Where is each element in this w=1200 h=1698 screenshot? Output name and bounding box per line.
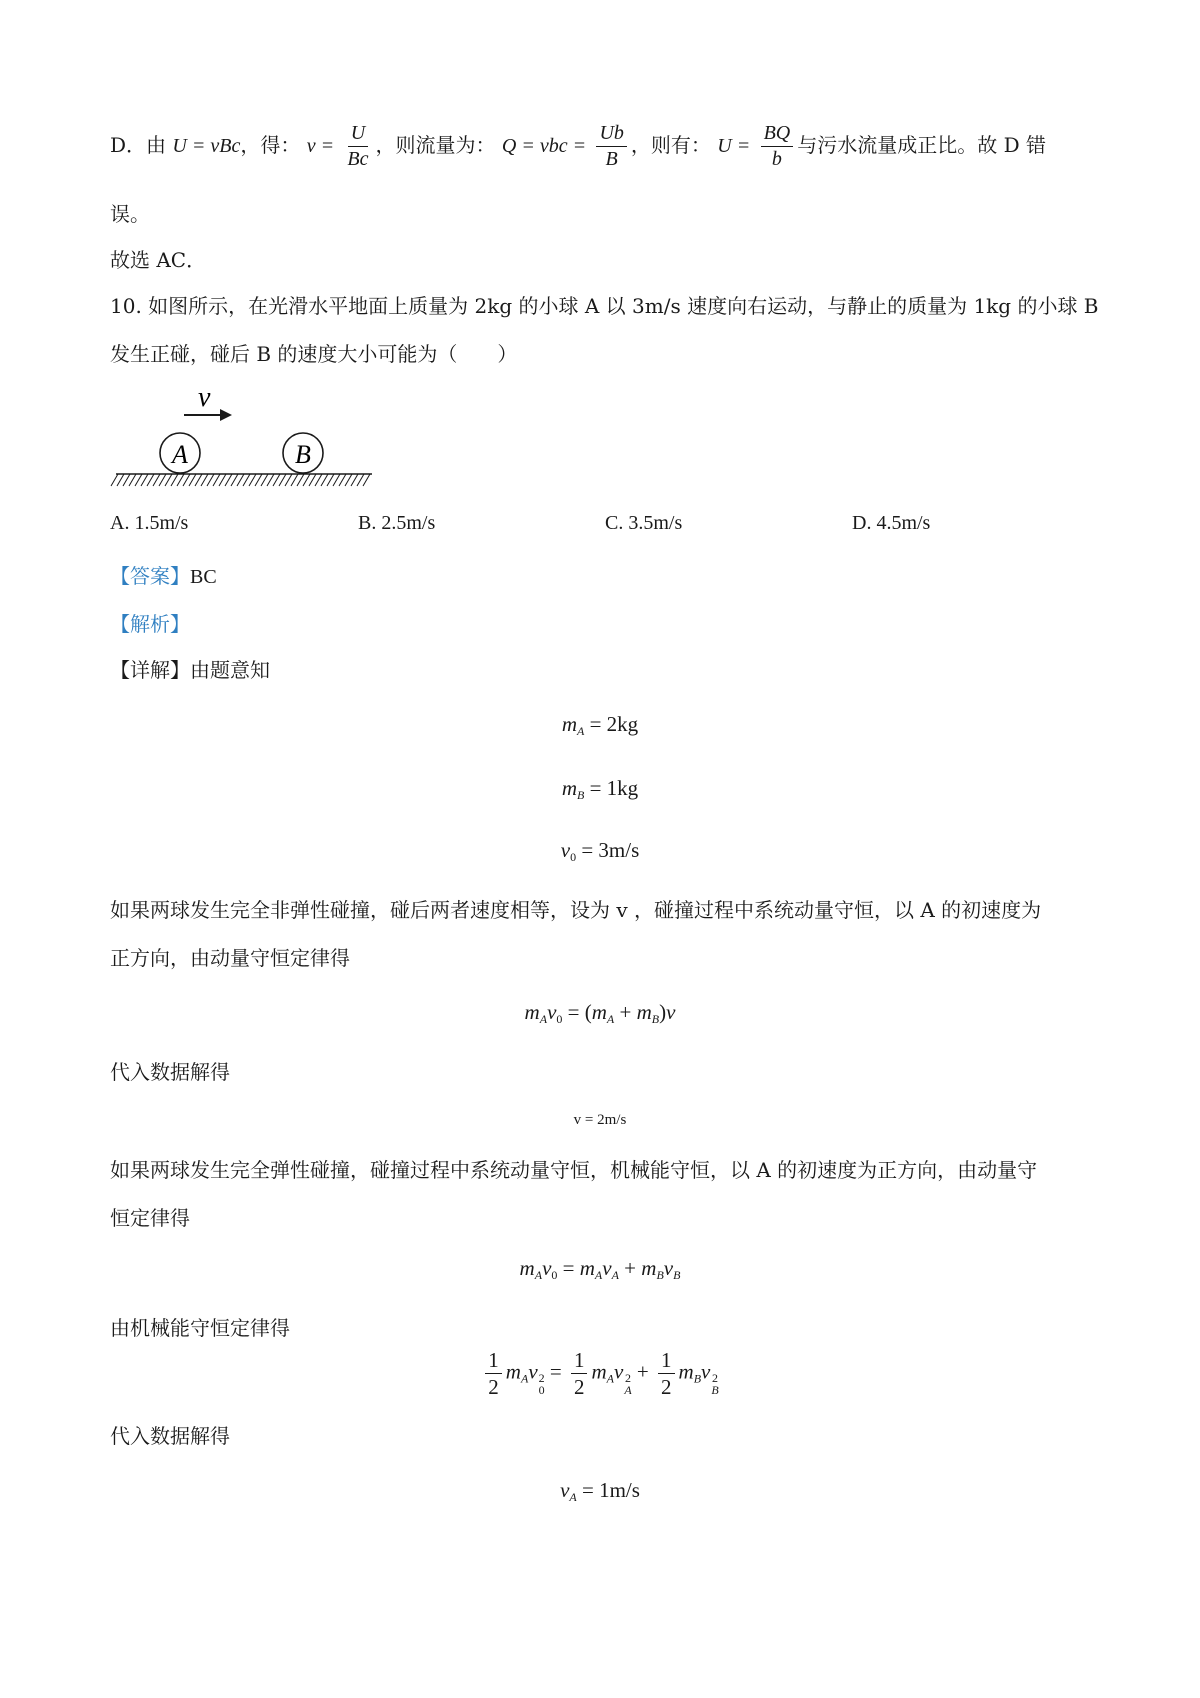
hatch-mark <box>357 474 364 486</box>
eq-mass-b: $m_B = 1kg$ <box>561 776 639 802</box>
hatch-mark <box>153 474 160 486</box>
frac-den: Bc <box>347 148 369 170</box>
question-line-1: 10. 如图所示，在光滑水平地面上质量为 2kg 的小球 A 以 3m/s 速度向右运动，与静止的质量为 1kg 的小球 B <box>110 294 1099 318</box>
hatch-mark <box>135 474 142 486</box>
hatch-mark <box>363 474 370 486</box>
eq-va-result: $v_A = 1m/s$ <box>560 1478 640 1504</box>
ball-a-label: A <box>172 440 188 469</box>
hatch-mark <box>141 474 148 486</box>
hatch-mark <box>297 474 304 486</box>
half-fraction: $\frac{1}{2}$ <box>571 1348 588 1399</box>
hatch-mark <box>183 474 190 486</box>
option-c: C. 3.5m/s <box>605 512 683 534</box>
hatch-mark <box>129 474 136 486</box>
eq-mass-a-value: = 2kg <box>589 712 639 736</box>
eq-u: U = <box>717 135 751 157</box>
fraction-u-bc <box>344 122 371 171</box>
para2-line-1: 如果两球发生完全弹性碰撞，碰撞过程中系统动量守恒，机械能守恒，以 A 的初速度为正方向，由动量守 <box>110 1158 1038 1182</box>
hatch-mark <box>231 474 238 486</box>
eq-energy-conservation: $\frac{1}{2}$ $m_Av$ 2 0 = $\frac{1}{2}$ $m_Av$ 2 A + $\frac{1}{2}$ $m_Bv$ 2 B <box>0 1348 1200 1399</box>
eq-initial-velocity: $v_0 = 3m/s$ <box>560 838 640 864</box>
eq-q: Q = vbc = <box>501 135 587 157</box>
hatch-mark <box>201 474 208 486</box>
hatch-mark <box>159 474 166 486</box>
option-d-explanation <box>110 122 1046 171</box>
question-line-2: 发生正碰，碰后 B 的速度大小可能为（ ） <box>110 342 518 366</box>
hatch-mark <box>351 474 358 486</box>
text-tail: 与污水流量成正比。故 D 错 <box>797 133 1046 157</box>
eq-u-vbc: U = vBc <box>172 135 241 157</box>
option-d-label: D．由 <box>110 133 167 157</box>
hatch-mark <box>291 474 298 486</box>
substitute-1: 代入数据解得 <box>110 1060 230 1084</box>
hatch-mark <box>249 474 256 486</box>
frac-num: BQ <box>761 122 794 147</box>
hatch-mark <box>123 474 130 486</box>
option-d: D. 4.5m/s <box>852 512 931 534</box>
eq-momentum-elastic: $m_Av_0 = m_Av_A + m_Bv_B$ <box>519 1256 681 1282</box>
hatch-mark <box>267 474 274 486</box>
detail-tag: 【详解】 <box>110 658 190 682</box>
option-a: A. 1.5m/s <box>110 512 189 534</box>
hatch-mark <box>345 474 352 486</box>
half-fraction: $\frac{1}{2}$ <box>658 1348 675 1399</box>
energy-intro: 由机械能守恒定律得 <box>110 1316 290 1340</box>
half-fraction: $\frac{1}{2}$ <box>485 1348 502 1399</box>
hatch-mark <box>171 474 178 486</box>
substitute-2: 代入数据解得 <box>110 1424 230 1448</box>
hatch-mark <box>315 474 322 486</box>
hatch-mark <box>213 474 220 486</box>
hatch-mark <box>219 474 226 486</box>
hatch-mark <box>255 474 262 486</box>
hatch-mark <box>327 474 334 486</box>
hatch-mark <box>285 474 292 486</box>
hatch-mark <box>117 474 124 486</box>
hatch-mark <box>243 474 250 486</box>
text-then: ，则有： <box>630 133 711 157</box>
eq-v-result: v = 2m/s <box>573 1112 627 1128</box>
answer-value: BC <box>190 566 217 588</box>
detail-line <box>110 656 270 684</box>
hatch-mark <box>225 474 232 486</box>
hatch-mark <box>147 474 154 486</box>
eq-va-result-value: = 1m/s <box>581 1478 640 1502</box>
para2-line-2: 恒定律得 <box>110 1206 190 1230</box>
ground-hatching <box>111 474 370 486</box>
eq-momentum-inelastic: $m_Av_0 = (m_A + m_B)v$ <box>524 1000 676 1026</box>
frac-num: Ub <box>596 122 626 147</box>
eq-mass-a: $m_A = 2kg$ <box>561 712 639 738</box>
option-d-continuation: 误。 <box>110 202 150 226</box>
eq-v: v = <box>306 135 335 157</box>
hatch-mark <box>273 474 280 486</box>
hatch-mark <box>165 474 172 486</box>
hatch-mark <box>321 474 328 486</box>
collision-figure <box>110 380 380 492</box>
eq-mass-b-value: = 1kg <box>589 776 639 800</box>
fraction-bq-b <box>761 122 794 171</box>
hatch-mark <box>189 474 196 486</box>
velocity-label: v <box>198 382 211 413</box>
hatch-mark <box>237 474 244 486</box>
velocity-arrowhead <box>220 409 232 421</box>
fraction-ub-b <box>596 122 626 171</box>
hatch-mark <box>303 474 310 486</box>
answer-tag: 【答案】 <box>110 564 190 588</box>
answer-line <box>110 562 217 591</box>
detail-text: 由题意知 <box>190 658 270 682</box>
frac-den: B <box>605 148 618 170</box>
hatch-mark <box>339 474 346 486</box>
previous-choice: 故选 AC． <box>110 248 207 272</box>
para1-line-1: 如果两球发生完全非弹性碰撞，碰后两者速度相等，设为 v ，碰撞过程中系统动量守恒，以 A 的初速度为 <box>110 898 1042 922</box>
hatch-mark <box>111 474 118 486</box>
frac-den: b <box>771 148 782 170</box>
hatch-mark <box>261 474 268 486</box>
ball-b-label: B <box>295 440 311 469</box>
eq-initial-velocity-value: = 3m/s <box>581 838 640 862</box>
hatch-mark <box>177 474 184 486</box>
text-get: ，得： <box>240 133 301 157</box>
text-flow: ，则流量为： <box>375 133 496 157</box>
option-b: B. 2.5m/s <box>358 512 436 534</box>
hatch-mark <box>207 474 214 486</box>
analysis-tag: 【解析】 <box>110 612 190 636</box>
hatch-mark <box>309 474 316 486</box>
frac-num: U <box>348 122 368 147</box>
hatch-mark <box>195 474 202 486</box>
hatch-mark <box>333 474 340 486</box>
hatch-mark <box>279 474 286 486</box>
para1-line-2: 正方向，由动量守恒定律得 <box>110 946 350 970</box>
